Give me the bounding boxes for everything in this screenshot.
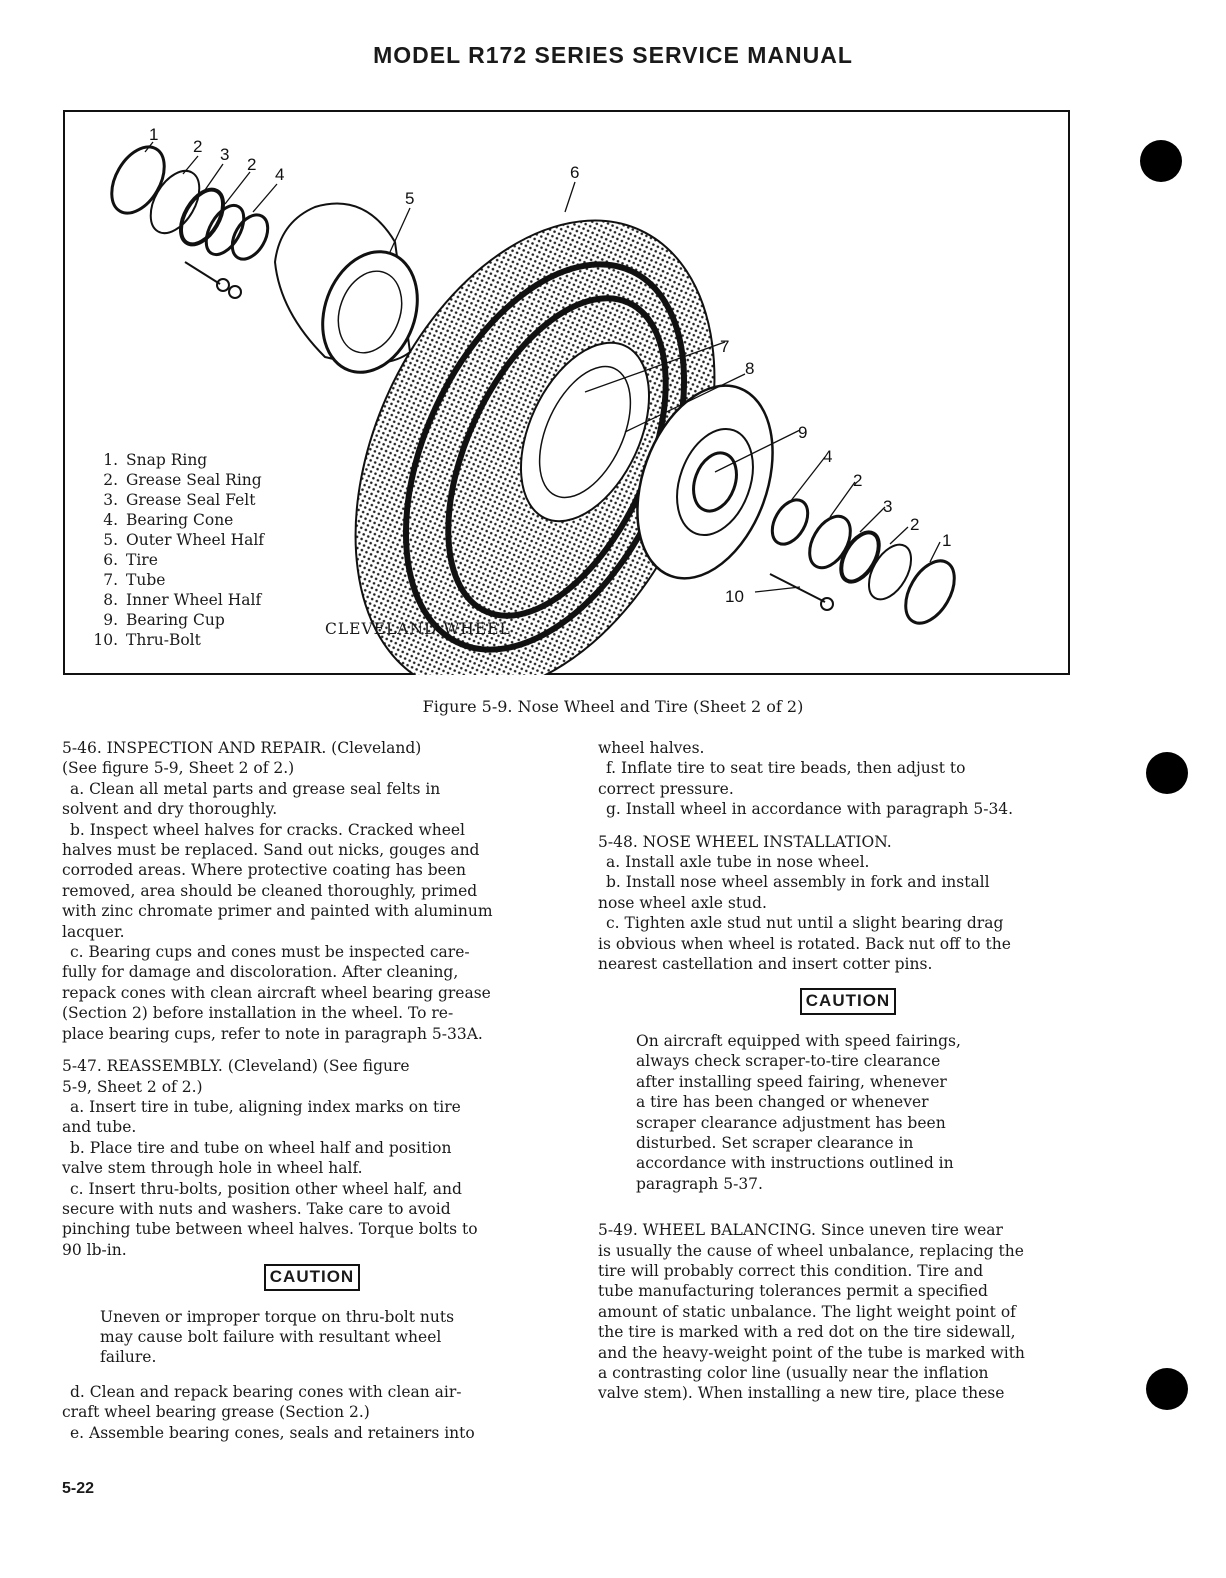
legend-item: 10. Thru-Bolt [93, 631, 201, 649]
left-column [62, 738, 562, 1443]
callout-2c: 2 [853, 471, 863, 490]
text-line: b. Place tire and tube on wheel half and position [70, 1138, 452, 1157]
legend-item: 3. Grease Seal Felt [103, 491, 256, 509]
text-line: nearest castellation and insert cotter pins. [598, 955, 933, 974]
text-line: is usually the cause of wheel unbalance, replacing the [598, 1241, 1024, 1260]
legend-item: 6. Tire [103, 551, 158, 569]
text-line: a contrasting color line (usually near the inflation [598, 1363, 989, 1382]
text-line: nose wheel axle stud. [598, 893, 767, 912]
text-line: removed, area should be cleaned thoroughly, primed [62, 881, 478, 900]
text-line: 90 lb-in. [62, 1240, 127, 1259]
section-heading: 5-48. NOSE WHEEL INSTALLATION. [598, 832, 892, 851]
callout-4: 4 [275, 165, 285, 184]
legend-item: 1. Snap Ring [103, 451, 208, 469]
wheel-label: CLEVELAND WHEEL [325, 620, 511, 638]
legend-item: 2. Grease Seal Ring [103, 471, 262, 489]
legend-item: 4. Bearing Cone [103, 511, 234, 529]
text-line: halves must be replaced. Sand out nicks, gouges and [62, 841, 480, 860]
text-line: place bearing cups, refer to note in paragraph 5-33A. [62, 1024, 483, 1043]
binder-hole [1146, 752, 1188, 794]
callout-3: 3 [220, 145, 230, 164]
text-line: a. Insert tire in tube, aligning index marks on tire [70, 1097, 461, 1116]
page-number: 5-22 [62, 1480, 95, 1497]
legend-item: 8. Inner Wheel Half [103, 591, 262, 609]
text-line: g. Install wheel in accordance with paragraph 5-34. [606, 800, 1014, 819]
callout-2b: 2 [247, 155, 257, 174]
figure-caption: Figure 5-9. Nose Wheel and Tire (Sheet 2 of 2) [422, 697, 804, 716]
callout-7: 7 [720, 337, 730, 356]
text-line: c. Tighten axle stud nut until a slight bearing drag [606, 914, 1004, 933]
section-heading: 5-46. INSPECTION AND REPAIR. (Cleveland) [62, 739, 422, 757]
text-line: corroded areas. Where protective coating has been [62, 861, 466, 880]
figure-legend [85, 450, 264, 650]
text-line: valve stem through hole in wheel half. [62, 1159, 363, 1178]
legend-item: 7. Tube [103, 571, 166, 589]
callout-1: 1 [149, 125, 159, 144]
binder-hole [1146, 1368, 1188, 1410]
figure-frame [63, 110, 1070, 675]
text-line: repack cones with clean aircraft wheel bearing grease [62, 983, 491, 1002]
section-heading: 5-47. REASSEMBLY. (Cleveland) (See figure [62, 1057, 410, 1076]
text-line: 5-9, Sheet 2 of 2.) [62, 1077, 203, 1096]
callout-1b: 1 [942, 531, 952, 550]
text-line: (Section 2) before installation in the wheel. To re- [62, 1004, 454, 1023]
text-line: a. Clean all metal parts and grease seal felts in [70, 779, 441, 798]
text-line: fully for damage and discoloration. After cleaning, [62, 963, 459, 982]
binder-hole [1140, 140, 1182, 182]
text-line: amount of static unbalance. The light weight point of [598, 1302, 1016, 1321]
text-line: (See figure 5-9, Sheet 2 of 2.) [62, 759, 295, 778]
section-heading: 5-49. WHEEL BALANCING. Since uneven tire wear [598, 1221, 1003, 1240]
callout-3b: 3 [883, 497, 893, 516]
callout-2: 2 [193, 137, 203, 156]
text-line: e. Assemble bearing cones, seals and retainers into [70, 1423, 475, 1442]
text-line: tube manufacturing tolerances permit a specified [598, 1282, 988, 1301]
text-line: secure with nuts and washers. Take care to avoid [62, 1199, 451, 1218]
callout-6: 6 [570, 163, 580, 182]
callout-9: 9 [798, 423, 808, 442]
legend-item: 9. Bearing Cup [103, 611, 225, 629]
text-line: b. Install nose wheel assembly in fork and install [606, 873, 990, 892]
callout-8: 8 [745, 359, 755, 378]
text-line: solvent and dry thoroughly. [62, 800, 278, 819]
right-column [598, 738, 1098, 1404]
text-line: and tube. [62, 1118, 137, 1137]
caution-text: On aircraft equipped with speed fairings, always check scraper-to-tire clearance after installing speed fairing, whenever a tire has been changed or whenever scraper clearance adjustment has been disturbed. Set scraper clearance in accordance with instructions outlined in paragraph 5-37. [636, 1031, 961, 1193]
callout-2d: 2 [910, 515, 920, 534]
text-line: d. Clean and repack bearing cones with clean air- [70, 1382, 462, 1401]
text-line: a. Install axle tube in nose wheel. [606, 853, 870, 872]
page-header: MODEL R172 SERIES SERVICE MANUAL [373, 42, 853, 68]
legend-item: 5. Outer Wheel Half [103, 531, 265, 549]
caution-text: Uneven or improper torque on thru-bolt nuts may cause bolt failure with resultant wheel failure. [100, 1307, 455, 1367]
caution-badge: CAUTION [800, 988, 896, 1014]
callout-5: 5 [405, 189, 415, 208]
text-line: f. Inflate tire to seat tire beads, then adjust to [606, 759, 966, 778]
text-line: c. Insert thru-bolts, position other wheel half, and [70, 1179, 462, 1198]
text-line: wheel halves. [598, 739, 705, 757]
text-line: the tire is marked with a red dot on the tire sidewall, [598, 1323, 1016, 1342]
text-line: and the heavy-weight point of the tube is marked with [598, 1343, 1025, 1362]
text-line: pinching tube between wheel halves. Torque bolts to [62, 1220, 478, 1239]
callout-4b: 4 [823, 447, 833, 466]
text-line: lacquer. [62, 922, 125, 941]
right-rings-drawing [765, 494, 964, 632]
text-line: craft wheel bearing grease (Section 2.) [62, 1403, 370, 1422]
text-line: c. Bearing cups and cones must be inspected care- [70, 943, 470, 962]
text-line: valve stem). When installing a new tire, place these [598, 1384, 1005, 1403]
caution-badge: CAUTION [264, 1264, 360, 1290]
callout-10: 10 [725, 587, 744, 606]
text-line: correct pressure. [598, 779, 734, 798]
text-line: tire will probably correct this condition. Tire and [598, 1261, 984, 1280]
text-line: b. Inspect wheel halves for cracks. Cracked wheel [70, 820, 466, 839]
text-line: with zinc chromate primer and painted with aluminum [62, 902, 493, 921]
text-line: is obvious when wheel is rotated. Back nut off to the [598, 934, 1011, 953]
